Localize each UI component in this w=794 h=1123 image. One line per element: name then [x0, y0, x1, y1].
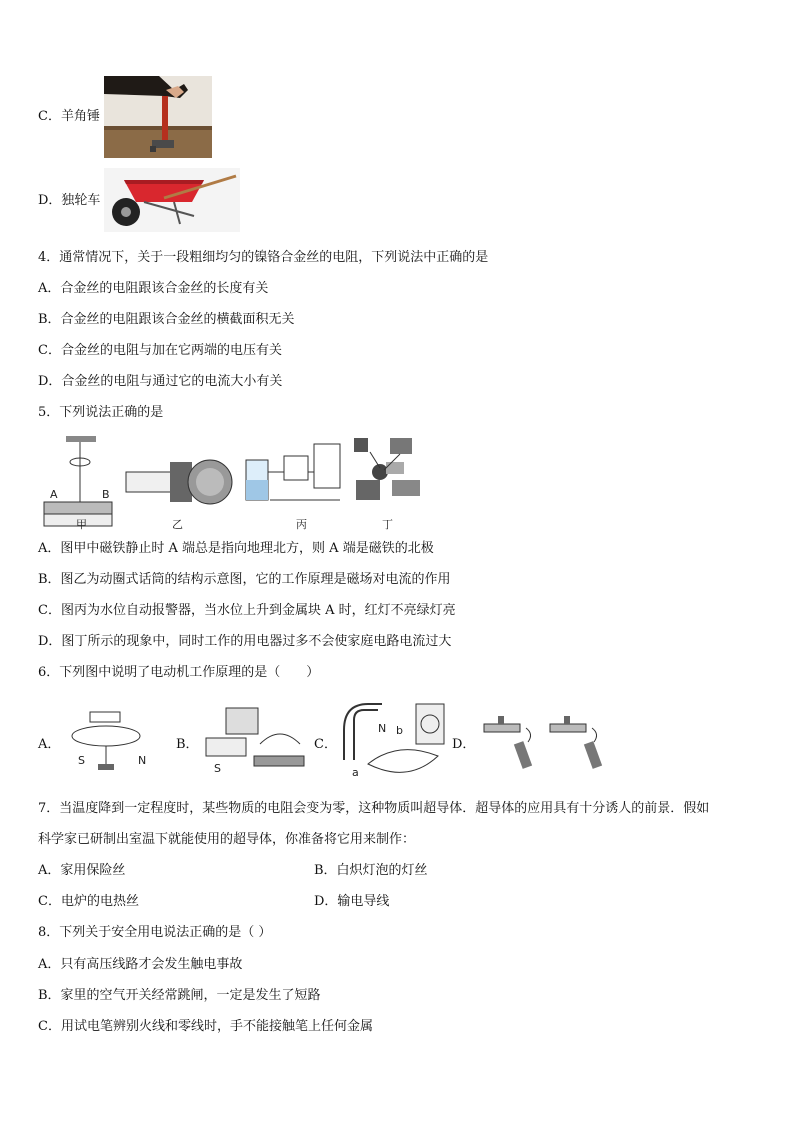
hammer-photo — [104, 76, 212, 158]
wheelbarrow-photo — [104, 168, 240, 232]
figure-bing — [246, 444, 340, 500]
figure-ding — [354, 438, 420, 500]
magnet-label-a: A — [50, 488, 58, 501]
q6c-label-a: a — [352, 766, 359, 779]
q4-option-c: C．合金丝的电阻与加在它两端的电压有关 — [38, 343, 282, 358]
q7-option-b: B．白炽灯泡的灯丝 — [314, 863, 428, 878]
q7-option-c: C．电炉的电热丝 — [38, 894, 139, 909]
q8-option-b: B．家里的空气开关经常跳闸，一定是发生了短路 — [38, 988, 321, 1003]
q5-option-d: D．图丁所示的现象中，同时工作的用电器过多不会使家庭电路电流过大 — [38, 634, 452, 649]
q6-figure-d — [478, 712, 610, 776]
q6-stem: 6．下列图中说明了电动机工作原理的是（ ） — [38, 665, 320, 680]
figure-yi — [126, 460, 232, 504]
q7-stem-line1: 7．当温度降到一定程度时，某些物质的电阻会变为零，这种物质叫超导体．超导体的应用具有十分诱人的前景．假如 — [38, 801, 710, 816]
q8-stem: 8．下列关于安全用电说法正确的是（ ） — [38, 925, 272, 940]
q6-figure-b — [200, 704, 308, 776]
caption-jia: 甲 — [76, 518, 87, 531]
q6-label-a: A． — [38, 737, 61, 752]
q6-label-d: D． — [452, 737, 476, 752]
q6-figure-c — [338, 700, 456, 780]
figure-jia — [44, 436, 112, 526]
q6-label-b: B． — [176, 737, 199, 752]
caption-yi: 乙 — [172, 518, 183, 531]
q4-option-b: B．合金丝的电阻跟该合金丝的横截面积无关 — [38, 312, 295, 327]
q6a-pole-s: S — [78, 754, 85, 767]
q4-option-a: A．合金丝的电阻跟该合金丝的长度有关 — [38, 281, 269, 296]
q5-option-c: C．图丙为水位自动报警器，当水位上升到金属块 A 时，红灯不亮绿灯亮 — [38, 603, 456, 618]
q5-stem: 5．下列说法正确的是 — [38, 405, 164, 420]
q4-option-d: D．合金丝的电阻与通过它的电流大小有关 — [38, 374, 283, 389]
q8-option-c: C．用试电笔辨别火线和零线时，手不能接触笔上任何金属 — [38, 1019, 373, 1034]
q6b-pole-s: S — [214, 762, 221, 775]
q4-stem: 4．通常情况下，关于一段粗细均匀的镍铬合金丝的电阻，下列说法中正确的是 — [38, 250, 489, 265]
caption-bing: 丙 — [296, 518, 307, 531]
q5-figures — [40, 432, 432, 532]
q6c-pole-n: N — [378, 722, 387, 735]
q6-label-c: C． — [314, 737, 337, 752]
q7-option-d: D．输电导线 — [314, 894, 390, 909]
q3-option-d: D．独轮车 — [38, 193, 101, 208]
q5-option-b: B．图乙为动圈式话筒的结构示意图，它的工作原理是磁场对电流的作用 — [38, 572, 451, 587]
q7-option-a: A．家用保险丝 — [38, 863, 126, 878]
caption-ding: 丁 — [382, 518, 393, 531]
magnet-label-b: B — [102, 488, 110, 501]
q6a-pole-n: N — [138, 754, 147, 767]
q7-stem-line2: 科学家已研制出室温下就能使用的超导体，你准备将它用来制作： — [38, 832, 416, 847]
q6-figure-a — [66, 706, 156, 776]
q3-option-c: C．羊角锤 — [38, 109, 100, 124]
q5-option-a: A．图甲中磁铁静止时 A 端总是指向地理北方，则 A 端是磁铁的北极 — [38, 541, 434, 556]
q8-option-a: A．只有高压线路才会发生触电事故 — [38, 957, 243, 972]
q6c-label-b: b — [396, 724, 403, 737]
